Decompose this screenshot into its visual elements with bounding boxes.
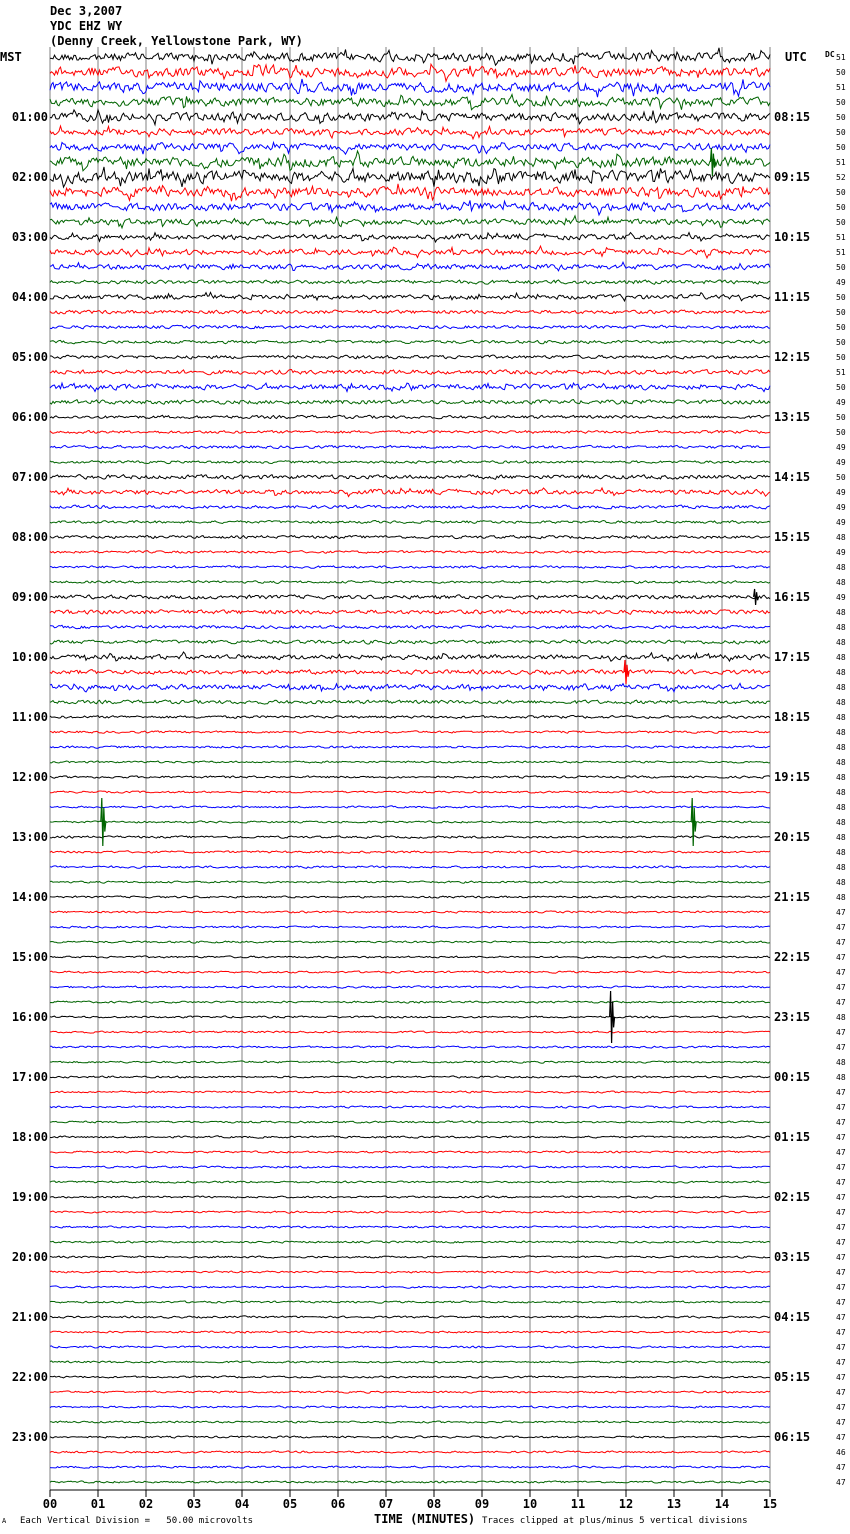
seismic-trace [50, 1436, 770, 1438]
seismic-trace [50, 48, 770, 65]
right-hour-label: 08:15 [774, 110, 811, 124]
dc-offset-label: 47 [836, 1133, 846, 1142]
dc-offset-label: 50 [836, 323, 846, 332]
dc-offset-label: 48 [836, 1073, 846, 1082]
seismic-trace [50, 383, 770, 392]
x-tick-label: 07 [378, 1497, 394, 1511]
left-hour-label: 18:00 [11, 1130, 48, 1144]
seismic-trace [50, 1091, 770, 1093]
right-hour-label: 06:15 [774, 1430, 811, 1444]
dc-offset-label: 48 [836, 638, 846, 647]
dc-offset-label: 48 [836, 788, 846, 797]
x-tick-label: 15 [762, 1497, 778, 1511]
x-tick-label: 11 [570, 1497, 586, 1511]
seismic-trace [50, 851, 770, 854]
seismic-trace [50, 64, 770, 81]
seismic-trace [50, 430, 770, 433]
seismic-trace [50, 776, 770, 778]
dc-offset-label: 47 [836, 1238, 846, 1247]
left-hour-label: 15:00 [11, 950, 48, 964]
dc-offset-label: 48 [836, 773, 846, 782]
left-hour-label: 22:00 [11, 1370, 48, 1384]
dc-offset-label: 48 [836, 863, 846, 872]
right-hour-label: 03:15 [774, 1250, 811, 1264]
dc-offset-label: 50 [836, 218, 846, 227]
seismic-trace [50, 246, 770, 258]
dc-offset-label: 49 [836, 458, 846, 467]
seismic-trace [50, 731, 770, 734]
dc-offset-label: 48 [836, 563, 846, 572]
seismic-trace [50, 1316, 770, 1318]
dc-offset-label: 48 [836, 623, 846, 632]
dc-offset-label: 50 [836, 98, 846, 107]
dc-offset-label: 49 [836, 503, 846, 512]
dc-offset-label: 47 [836, 1358, 846, 1367]
right-hour-label: 00:15 [774, 1070, 811, 1084]
dc-offset-label: 51 [836, 368, 846, 377]
seismic-trace [50, 95, 770, 110]
dc-offset-label: 47 [836, 1328, 846, 1337]
dc-offset-label: 49 [836, 443, 846, 452]
left-hour-label: 02:00 [11, 170, 48, 184]
dc-offset-label: 47 [836, 1478, 846, 1487]
right-timezone-label: UTC [785, 50, 807, 64]
seismic-traces [50, 48, 770, 1483]
seismic-trace [50, 1076, 770, 1078]
dc-offset-label: 48 [836, 668, 846, 677]
seismic-trace [50, 233, 770, 242]
seismic-trace [50, 896, 770, 898]
dc-offset-label: 47 [836, 1388, 846, 1397]
right-hour-label: 09:15 [774, 170, 811, 184]
dc-offset-label: 47 [836, 1103, 846, 1112]
left-hour-label: 07:00 [11, 470, 48, 484]
seismic-trace [50, 340, 770, 344]
left-hour-label: 03:00 [11, 230, 48, 244]
dc-offset-label: 51 [836, 233, 846, 242]
axis-labels [12, 53, 846, 1511]
dc-offset-label: 47 [836, 1148, 846, 1157]
dc-offset-label: 47 [836, 1283, 846, 1292]
right-hour-label: 23:15 [774, 1010, 811, 1024]
dc-offset-label: 48 [836, 878, 846, 887]
right-hour-label: 13:15 [774, 410, 811, 424]
seismic-trace [50, 926, 770, 928]
x-tick-label: 09 [474, 1497, 490, 1511]
seismic-trace [50, 1106, 770, 1108]
right-hour-label: 18:15 [774, 710, 811, 724]
dc-offset-label: 48 [836, 893, 846, 902]
dc-offset-label: 47 [836, 1223, 846, 1232]
dc-offset-label: 48 [836, 743, 846, 752]
seismic-trace [50, 1256, 770, 1258]
dc-offset-header: DC [825, 50, 835, 59]
dc-offset-label: 50 [836, 128, 846, 137]
right-hour-label: 20:15 [774, 830, 811, 844]
dc-offset-label: 47 [836, 1403, 846, 1412]
dc-offset-label: 47 [836, 1163, 846, 1172]
seismic-trace [50, 866, 770, 869]
seismic-trace [50, 1241, 770, 1243]
seismic-trace [50, 640, 770, 644]
seismic-trace [50, 836, 770, 839]
dc-offset-label: 47 [836, 1313, 846, 1322]
seismic-trace [50, 551, 770, 554]
dc-offset-label: 47 [836, 1373, 846, 1382]
left-hour-label: 13:00 [11, 830, 48, 844]
dc-offset-label: 50 [836, 473, 846, 482]
left-hour-label: 08:00 [11, 530, 48, 544]
seismic-trace [50, 1046, 770, 1048]
seismic-trace [50, 971, 770, 973]
seismic-trace [50, 355, 770, 359]
right-hour-label: 15:15 [774, 530, 811, 544]
dc-offset-label: 48 [836, 608, 846, 617]
dc-offset-label: 47 [836, 1418, 846, 1427]
dc-offset-label: 47 [836, 1088, 846, 1097]
seismic-trace [50, 669, 770, 674]
seismic-trace [50, 1061, 770, 1063]
seismic-trace [50, 505, 770, 509]
dc-offset-label: 51 [836, 248, 846, 257]
dc-offset-label: 48 [836, 833, 846, 842]
dc-offset-label: 48 [836, 728, 846, 737]
dc-offset-label: 49 [836, 518, 846, 527]
dc-offset-label: 48 [836, 578, 846, 587]
seismic-trace [50, 110, 770, 125]
seismic-trace [50, 1406, 770, 1408]
dc-offset-label: 50 [836, 68, 846, 77]
seismic-trace [50, 184, 770, 201]
x-axis-title: TIME (MINUTES) [374, 1512, 476, 1526]
seismic-trace [50, 325, 770, 329]
station-code: YDC EHZ WY [50, 19, 123, 33]
dc-offset-label: 47 [836, 953, 846, 962]
left-hour-label: 17:00 [11, 1070, 48, 1084]
dc-offset-label: 47 [836, 1118, 846, 1127]
dc-offset-label: 47 [836, 1268, 846, 1277]
seismic-trace [50, 1016, 770, 1018]
seismic-trace [50, 595, 770, 599]
vertical-scale-note: Each Vertical Division = 50.00 microvolts [20, 1516, 253, 1526]
seismic-trace [50, 1466, 770, 1468]
dc-offset-label: 50 [836, 338, 846, 347]
seismic-trace [50, 683, 770, 692]
seismic-trace [50, 1391, 770, 1393]
right-hour-label: 22:15 [774, 950, 811, 964]
seismic-trace [50, 1151, 770, 1153]
dc-offset-label: 47 [836, 1043, 846, 1052]
dc-offset-label: 50 [836, 413, 846, 422]
x-tick-label: 08 [426, 1497, 442, 1511]
left-hour-label: 04:00 [11, 290, 48, 304]
seismic-trace [50, 262, 770, 271]
x-tick-label: 05 [282, 1497, 298, 1511]
seismic-trace [50, 151, 770, 171]
right-hour-label: 21:15 [774, 890, 811, 904]
seismic-trace [50, 746, 770, 749]
seismic-trace [50, 1226, 770, 1228]
dc-offset-label: 51 [836, 158, 846, 167]
footer-mark: A [2, 1517, 7, 1525]
dc-offset-label: 48 [836, 1058, 846, 1067]
seismic-trace [50, 1286, 770, 1288]
seismic-trace [50, 400, 770, 405]
x-tick-label: 06 [330, 1497, 346, 1511]
dc-offset-label: 47 [836, 1028, 846, 1037]
left-hour-label: 23:00 [11, 1430, 48, 1444]
left-hour-label: 05:00 [11, 350, 48, 364]
seismic-trace [50, 791, 770, 793]
dc-offset-label: 50 [836, 113, 846, 122]
dc-offset-label: 47 [836, 1343, 846, 1352]
seismic-trace [50, 986, 770, 988]
dc-offset-label: 48 [836, 1013, 846, 1022]
dc-offset-label: 48 [836, 683, 846, 692]
dc-offset-label: 50 [836, 383, 846, 392]
seismic-trace [50, 1376, 770, 1378]
x-tick-label: 13 [666, 1497, 682, 1511]
left-hour-label: 10:00 [11, 650, 48, 664]
right-hour-label: 02:15 [774, 1190, 811, 1204]
seismic-trace [50, 1031, 770, 1033]
dc-offset-label: 49 [836, 398, 846, 407]
seismic-trace [50, 370, 770, 375]
dc-offset-label: 48 [836, 818, 846, 827]
dc-offset-label: 48 [836, 758, 846, 767]
x-tick-label: 00 [42, 1497, 58, 1511]
seismic-trace [50, 941, 770, 943]
seismic-spike [710, 148, 715, 176]
seismic-trace [50, 652, 770, 661]
dc-offset-label: 47 [836, 923, 846, 932]
seismic-trace [50, 521, 770, 524]
right-hour-label: 16:15 [774, 590, 811, 604]
left-hour-label: 19:00 [11, 1190, 48, 1204]
dc-offset-label: 47 [836, 1298, 846, 1307]
seismic-trace [50, 821, 770, 823]
x-tick-label: 02 [138, 1497, 154, 1511]
x-tick-label: 04 [234, 1497, 250, 1511]
left-hour-label: 06:00 [11, 410, 48, 424]
dc-offset-label: 47 [836, 1253, 846, 1262]
left-hour-label: 12:00 [11, 770, 48, 784]
seismic-trace [50, 700, 770, 704]
dc-offset-label: 48 [836, 848, 846, 857]
seismic-trace [50, 310, 770, 314]
right-hour-label: 04:15 [774, 1310, 811, 1324]
dc-offset-label: 48 [836, 803, 846, 812]
dc-offset-label: 47 [836, 1208, 846, 1217]
dc-offset-label: 50 [836, 308, 846, 317]
x-tick-label: 01 [90, 1497, 106, 1511]
seismic-trace [50, 1451, 770, 1453]
seismic-trace [50, 881, 770, 883]
seismic-trace [50, 1301, 770, 1303]
seismic-trace [50, 566, 770, 569]
left-hour-label: 16:00 [11, 1010, 48, 1024]
seismic-trace [50, 1166, 770, 1168]
dc-offset-label: 47 [836, 1178, 846, 1187]
dc-offset-label: 52 [836, 173, 846, 182]
seismic-trace [50, 1361, 770, 1363]
right-hour-label: 05:15 [774, 1370, 811, 1384]
seismic-trace [50, 445, 770, 448]
seismic-trace [50, 806, 770, 808]
x-tick-label: 14 [714, 1497, 730, 1511]
dc-offset-label: 48 [836, 653, 846, 662]
right-hour-label: 12:15 [774, 350, 811, 364]
dc-offset-label: 47 [836, 938, 846, 947]
dc-offset-label: 50 [836, 263, 846, 272]
seismic-trace [50, 1346, 770, 1348]
seismic-trace [50, 461, 770, 464]
dc-offset-label: 49 [836, 548, 846, 557]
x-tick-label: 12 [618, 1497, 634, 1511]
seismic-trace [50, 1331, 770, 1333]
seismic-trace [50, 625, 770, 629]
seismic-trace [50, 126, 770, 139]
seismic-spike [754, 589, 759, 605]
left-timezone-label: MST [0, 50, 22, 64]
chart-date: Dec 3,2007 [50, 4, 123, 18]
seismic-trace [50, 1121, 770, 1123]
seismic-spike [101, 798, 106, 846]
dc-offset-label: 47 [836, 1433, 846, 1442]
seismic-trace [50, 167, 770, 187]
dc-offset-label: 49 [836, 593, 846, 602]
seismic-trace [50, 475, 770, 480]
seismic-trace [50, 216, 770, 228]
dc-offset-label: 50 [836, 203, 846, 212]
dc-offset-label: 49 [836, 488, 846, 497]
seismic-trace [50, 488, 770, 497]
seismic-trace [50, 79, 770, 97]
station-location: (Denny Creek, Yellowstone Park, WY) [50, 34, 303, 48]
right-hour-label: 19:15 [774, 770, 811, 784]
dc-offset-label: 47 [836, 1193, 846, 1202]
dc-offset-label: 50 [836, 428, 846, 437]
x-tick-label: 10 [522, 1497, 538, 1511]
dc-offset-label: 47 [836, 968, 846, 977]
seismic-trace [50, 581, 770, 584]
seismic-trace [50, 761, 770, 763]
right-hour-label: 01:15 [774, 1130, 811, 1144]
dc-offset-label: 51 [836, 53, 846, 62]
dc-offset-label: 49 [836, 278, 846, 287]
dc-offset-label: 51 [836, 83, 846, 92]
seismic-trace [50, 143, 770, 155]
seismic-trace [50, 1001, 770, 1003]
left-hour-label: 01:00 [11, 110, 48, 124]
seismic-trace [50, 535, 770, 538]
right-hour-label: 10:15 [774, 230, 811, 244]
dc-offset-label: 47 [836, 998, 846, 1007]
minute-gridlines [50, 47, 770, 1490]
seismic-trace [50, 1181, 770, 1183]
seismic-trace [50, 1271, 770, 1273]
seismic-trace [50, 610, 770, 615]
seismic-trace [50, 1211, 770, 1213]
dc-offset-label: 50 [836, 143, 846, 152]
seismic-trace [50, 716, 770, 719]
dc-offset-label: 50 [836, 188, 846, 197]
left-hour-label: 11:00 [11, 710, 48, 724]
right-hour-label: 11:15 [774, 290, 811, 304]
seismic-trace [50, 292, 770, 301]
right-hour-label: 14:15 [774, 470, 811, 484]
dc-offset-label: 50 [836, 293, 846, 302]
clipping-note: Traces clipped at plus/minus 5 vertical divisions [482, 1516, 748, 1526]
right-hour-label: 17:15 [774, 650, 811, 664]
left-hour-label: 21:00 [11, 1310, 48, 1324]
seismic-trace [50, 415, 770, 419]
seismic-trace [50, 1421, 770, 1423]
x-tick-label: 03 [186, 1497, 202, 1511]
left-hour-label: 20:00 [11, 1250, 48, 1264]
seismic-trace [50, 1136, 770, 1138]
dc-offset-label: 47 [836, 1463, 846, 1472]
seismic-trace [50, 1481, 770, 1483]
seismic-trace [50, 280, 770, 284]
dc-offset-label: 48 [836, 713, 846, 722]
seismic-trace [50, 200, 770, 215]
seismic-trace [50, 956, 770, 958]
dc-offset-label: 46 [836, 1448, 846, 1457]
dc-offset-label: 48 [836, 698, 846, 707]
seismic-trace [50, 911, 770, 913]
dc-offset-label: 47 [836, 908, 846, 917]
seismic-trace [50, 1196, 770, 1198]
dc-offset-label: 48 [836, 533, 846, 542]
left-hour-label: 14:00 [11, 890, 48, 904]
dc-offset-label: 50 [836, 353, 846, 362]
dc-offset-label: 47 [836, 983, 846, 992]
left-hour-label: 09:00 [11, 590, 48, 604]
